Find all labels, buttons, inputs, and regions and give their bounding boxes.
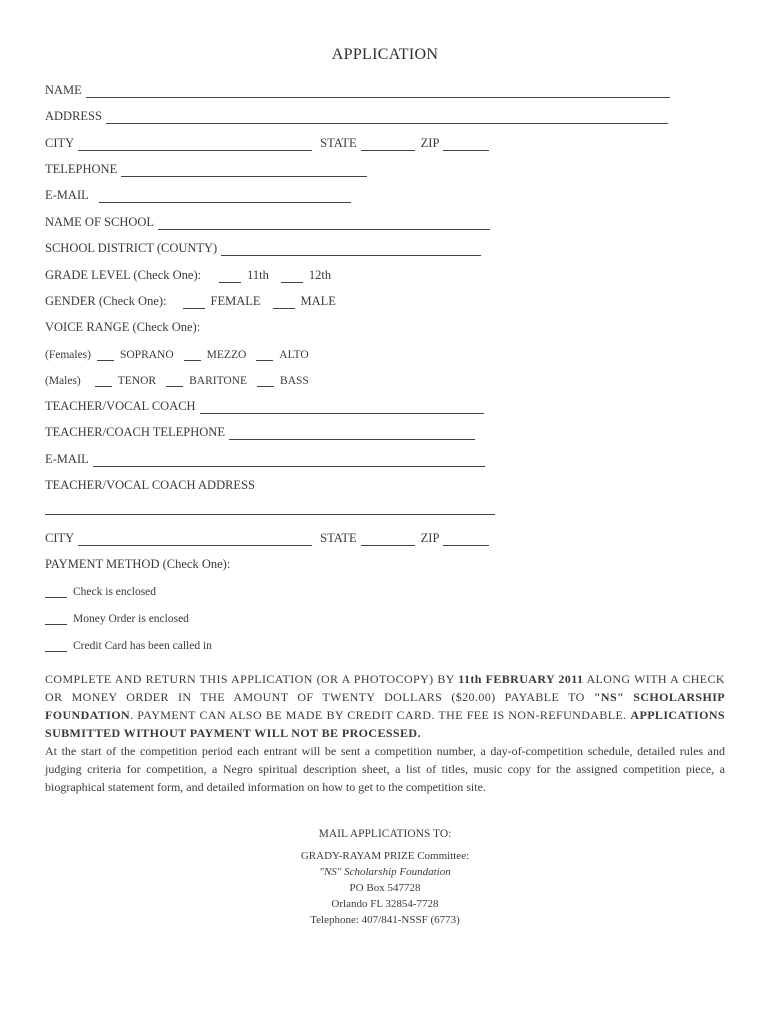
coach-address-field[interactable] (45, 514, 495, 515)
coach-email-field[interactable] (93, 453, 485, 467)
mezzo-label: MEZZO (206, 349, 247, 361)
telephone-field[interactable] (121, 163, 367, 177)
mail-foundation: "NS" Scholarship Foundation (319, 866, 451, 878)
coach-phone-row (45, 422, 475, 440)
grade-label: GRADE LEVEL (Check One): (45, 268, 202, 282)
check-enclosed-label: Check is enclosed (73, 586, 157, 598)
male-voices-row (45, 369, 309, 387)
bass-checkbox[interactable] (257, 373, 274, 387)
female-voices-row (45, 343, 309, 361)
telephone-label: TELEPHONE (45, 162, 118, 176)
name-label: NAME (45, 83, 82, 97)
male-checkbox[interactable] (273, 295, 295, 309)
instructions (45, 670, 725, 796)
payment-warning: APPLICATIONS SUBMITTED WITHOUT PAYMENT WILL NOT BE PROCESSED. (45, 708, 725, 740)
money-order-checkbox[interactable] (45, 611, 67, 625)
deadline: 11th FEBRUARY 2011 (458, 672, 584, 686)
money-order-label: Money Order is enclosed (73, 613, 189, 625)
telephone-row (45, 159, 367, 177)
zip-field[interactable] (443, 137, 489, 151)
coach-row (45, 396, 484, 414)
grade-12-checkbox[interactable] (281, 269, 303, 283)
mail-city: Orlando FL 32854-7728 (331, 898, 439, 910)
instructions-paragraph (45, 670, 725, 742)
district-field[interactable] (221, 242, 481, 256)
email-label: E-MAIL (45, 188, 89, 202)
coach-city-label: CITY (45, 531, 75, 545)
coach-address-row (45, 475, 255, 493)
coach-email-label: E-MAIL (45, 452, 89, 466)
check-enclosed-checkbox[interactable] (45, 584, 67, 598)
tenor-label: TENOR (117, 375, 157, 387)
alto-label: ALTO (279, 349, 309, 361)
soprano-label: SOPRANO (119, 349, 174, 361)
tenor-checkbox[interactable] (95, 373, 112, 387)
voice-range-label: VOICE RANGE (Check One): (45, 320, 201, 334)
grade-12-label: 12th (308, 268, 332, 282)
credit-card-checkbox[interactable] (45, 638, 67, 652)
mailing-info (0, 826, 770, 928)
coach-zip-field[interactable] (443, 532, 489, 546)
mail-committee: GRADY-RAYAM PRIZE Committee: (300, 850, 470, 862)
payee: "NS" SCHOLARSHIP FOUNDATION (45, 690, 725, 722)
payment-label: PAYMENT METHOD (Check One): (45, 557, 231, 571)
district-row (45, 238, 481, 256)
instructions-part3: . PAYMENT CAN ALSO BE MADE BY CREDIT CARD. THE FEE IS NON-REFUNDABLE. (130, 708, 631, 722)
coach-address-label: TEACHER/VOCAL COACH ADDRESS (45, 478, 255, 492)
address-row (45, 106, 668, 124)
email-field[interactable] (99, 189, 351, 203)
district-label: SCHOOL DISTRICT (COUNTY) (45, 241, 218, 255)
state-label: STATE (320, 136, 357, 150)
grade-11-checkbox[interactable] (219, 269, 241, 283)
coach-field[interactable] (200, 400, 484, 414)
coach-zip-label: ZIP (420, 531, 440, 545)
alto-checkbox[interactable] (256, 347, 273, 361)
coach-phone-label: TEACHER/COACH TELEPHONE (45, 425, 225, 439)
soprano-checkbox[interactable] (97, 347, 114, 361)
city-label: CITY (45, 136, 75, 150)
grade-row (45, 265, 331, 283)
mail-heading: MAIL APPLICATIONS TO: (318, 828, 452, 840)
zip-label: ZIP (420, 136, 440, 150)
coach-phone-field[interactable] (229, 426, 475, 440)
address-field[interactable] (106, 110, 668, 124)
mail-box: PO Box 547728 (349, 882, 421, 894)
instructions-part1: COMPLETE AND RETURN THIS APPLICATION (OR A PHOTOCOPY) BY (45, 672, 459, 686)
instructions-part2: ALONG WITH A CHECK OR MONEY ORDER IN THE AMOUNT OF TWENTY DOLLARS ($20.00) PAYABLE TO (45, 672, 725, 704)
baritone-checkbox[interactable] (166, 373, 183, 387)
bass-label: BASS (280, 375, 309, 387)
grade-11-label: 11th (247, 268, 269, 282)
city-field[interactable] (78, 137, 312, 151)
gender-row (45, 291, 336, 309)
female-label: FEMALE (210, 294, 261, 308)
state-field[interactable] (361, 137, 415, 151)
payment-money-order-row (45, 607, 189, 625)
females-label: (Females) (45, 349, 91, 361)
male-label: MALE (300, 294, 336, 308)
coach-city-row (45, 528, 489, 546)
address-label: ADDRESS (45, 109, 102, 123)
payment-credit-card-row (45, 634, 212, 652)
page-title: APPLICATION (331, 46, 439, 63)
email-row (45, 185, 351, 203)
mail-phone: Telephone: 407/841-NSSF (6773) (310, 914, 460, 926)
payment-row (45, 554, 230, 572)
males-label: (Males) (45, 375, 81, 387)
coach-city-field[interactable] (78, 532, 312, 546)
mezzo-checkbox[interactable] (184, 347, 201, 361)
school-field[interactable] (158, 216, 490, 230)
school-row (45, 212, 490, 230)
voice-range-row (45, 317, 200, 335)
name-field[interactable] (86, 84, 670, 98)
gender-label: GENDER (Check One): (45, 294, 167, 308)
city-row (45, 133, 489, 151)
coach-state-label: STATE (320, 531, 357, 545)
competition-details: At the start of the competition period each entrant will be sent a competition number, a day-of-competition schedule, detailed rules and judging criteria for competition, a Negro spiritual description sheet, a list of titles, music copy for the assigned competition piece, a biographical statement form, and detailed information on how to get to the competition site. (45, 744, 725, 794)
coach-email-row (45, 449, 485, 467)
coach-state-field[interactable] (361, 532, 415, 546)
baritone-label: BARITONE (189, 375, 248, 387)
credit-card-label: Credit Card has been called in (73, 640, 212, 652)
female-checkbox[interactable] (183, 295, 205, 309)
name-row (45, 80, 670, 98)
school-label: NAME OF SCHOOL (45, 215, 155, 229)
coach-label: TEACHER/VOCAL COACH (45, 399, 196, 413)
payment-check-row (45, 580, 156, 598)
